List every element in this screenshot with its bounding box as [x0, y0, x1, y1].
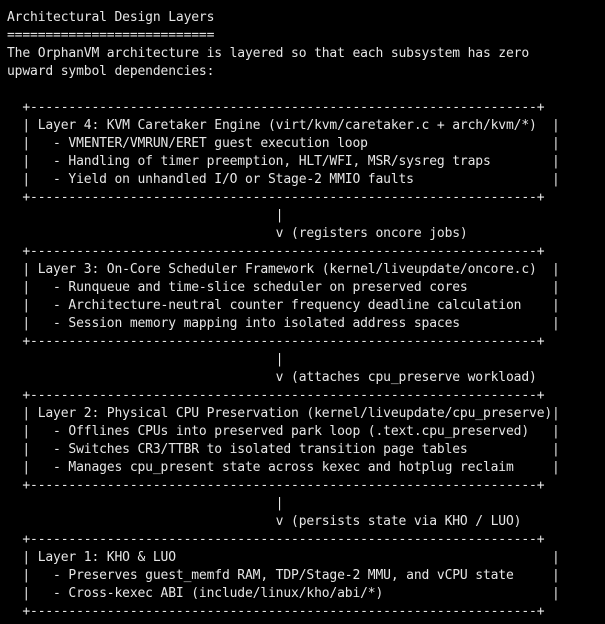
layer4-item: | - VMENTER/VMRUN/ERET guest execution loop |	[7, 136, 560, 151]
layer4-item: | - Yield on unhandled I/O or Stage-2 MMIO faults |	[7, 172, 560, 187]
intro-line: upward symbol dependencies:	[7, 64, 215, 79]
doc-title: Architectural Design Layers	[7, 10, 215, 25]
layer3-heading: | Layer 3: On-Core Scheduler Framework (kernel/liveupdate/oncore.c) |	[7, 262, 560, 277]
layer2-heading: | Layer 2: Physical CPU Preservation (kernel/liveupdate/cpu_preserve)|	[7, 406, 560, 421]
layer4-item: | - Handling of timer preemption, HLT/WFI, MSR/sysreg traps |	[7, 154, 560, 169]
connector-line: |	[7, 496, 284, 511]
layer2-border-top: +------------------------------------------------------------------+	[7, 388, 545, 403]
intro-line: The OrphanVM architecture is layered so that each subsystem has zero	[7, 46, 530, 61]
layer1-heading: | Layer 1: KHO & LUO |	[7, 550, 560, 565]
layer4-heading: | Layer 4: KVM Caretaker Engine (virt/kvm/caretaker.c + arch/kvm/*) |	[7, 118, 560, 133]
layer2-item: | - Manages cpu_present state across kexec and hotplug reclaim |	[7, 460, 560, 475]
layer3-item: | - Runqueue and time-slice scheduler on preserved cores |	[7, 280, 560, 295]
layer3-border-top: +------------------------------------------------------------------+	[7, 244, 545, 259]
layer1-item: | - Cross-kexec ABI (include/linux/kho/abi/*) |	[7, 586, 560, 601]
layer3-item: | - Architecture-neutral counter frequency deadline calculation |	[7, 298, 560, 313]
connector-arrow-label: v (persists state via KHO / LUO)	[7, 514, 522, 529]
terminal-output	[7, 9, 605, 624]
connector-arrow-label: v (registers oncore jobs)	[7, 226, 468, 241]
layer4-border-top: +------------------------------------------------------------------+	[7, 100, 545, 115]
layer1-border-bottom: +------------------------------------------------------------------+	[7, 604, 545, 619]
layer2-item: | - Offlines CPUs into preserved park loop (.text.cpu_preserved) |	[7, 424, 560, 439]
title-underline: ===========================	[7, 28, 215, 43]
layer1-border-top: +------------------------------------------------------------------+	[7, 532, 545, 547]
layer1-item: | - Preserves guest_memfd RAM, TDP/Stage-2 MMU, and vCPU state |	[7, 568, 560, 583]
connector-line: |	[7, 352, 284, 367]
diagram-spacer	[7, 81, 605, 99]
layer3-border-bottom: +------------------------------------------------------------------+	[7, 334, 545, 349]
layer4-border-bottom: +------------------------------------------------------------------+	[7, 190, 545, 205]
layer2-border-bottom: +------------------------------------------------------------------+	[7, 478, 545, 493]
connector-arrow-label: v (attaches cpu_preserve workload)	[7, 370, 537, 385]
layer3-item: | - Session memory mapping into isolated address spaces |	[7, 316, 560, 331]
connector-line: |	[7, 208, 284, 223]
layer2-item: | - Switches CR3/TTBR to isolated transition page tables |	[7, 442, 560, 457]
